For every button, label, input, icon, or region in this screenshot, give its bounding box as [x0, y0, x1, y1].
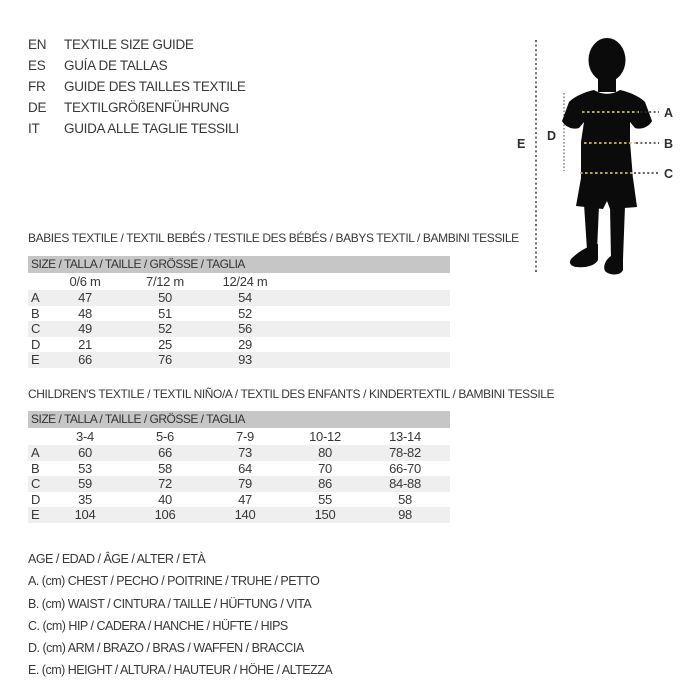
language-code: FR [28, 79, 46, 94]
label-height-e: E [517, 137, 526, 151]
language-row-es [28, 55, 246, 76]
cell: 104 [74, 507, 96, 523]
guide-title-de: TEXTILGRÖßENFÜHRUNG [64, 100, 230, 115]
cell: 84-88 [389, 476, 421, 492]
table-row-children-a [28, 445, 450, 461]
label-chest-a: A [664, 106, 674, 120]
cell: 79 [238, 476, 252, 492]
label-waist-b: B [664, 137, 674, 151]
row-label: B [31, 305, 40, 321]
cell: 52 [158, 321, 172, 337]
cell: 70 [318, 460, 332, 476]
cell: 55 [318, 491, 332, 507]
table-row-children-b [28, 461, 450, 477]
silhouette-left-leg [584, 204, 599, 251]
row-label: C [31, 321, 41, 337]
language-row-en [28, 34, 246, 55]
cell: 78-82 [389, 445, 421, 460]
silhouette-shirt [562, 90, 652, 179]
table-row-babies-d [28, 337, 450, 353]
cell: 76 [158, 352, 172, 368]
legend-waist-line: B. (cm) WAIST / CINTURA / TAILLE / HÜFTUNG / VITA [28, 596, 312, 611]
table-row-children-e [28, 507, 450, 523]
babies-col-7-12m: 7/12 m [146, 274, 184, 289]
row-label: C [31, 476, 41, 492]
cell: 54 [238, 290, 252, 305]
cell: 66 [158, 445, 172, 460]
cell: 86 [318, 476, 332, 492]
table-row-children-d [28, 492, 450, 508]
guide-title-it: GUIDA ALLE TAGLIE TESSILI [64, 121, 239, 136]
cell: 48 [78, 305, 92, 321]
guide-title-es: GUÍA DE TALLAS [64, 58, 168, 73]
row-label: D [31, 336, 41, 352]
child-silhouette [562, 38, 652, 274]
language-row-de [28, 97, 246, 118]
measurement-legend [28, 548, 332, 682]
silhouette-neck [598, 75, 616, 92]
cell: 52 [238, 305, 252, 321]
language-code: DE [28, 100, 47, 115]
cell: 53 [78, 460, 92, 476]
row-label: E [31, 352, 40, 368]
cell: 47 [78, 290, 92, 305]
language-row-it [28, 118, 246, 139]
cell: 29 [238, 336, 252, 352]
spacer [28, 274, 45, 290]
spacer [28, 429, 45, 445]
table-row-babies-e [28, 352, 450, 368]
legend-height-line: E. (cm) HEIGHT / ALTURA / HAUTEUR / HÖHE / ALTEZZA [28, 663, 333, 678]
cell: 60 [78, 445, 92, 460]
children-size-header-bar: SIZE / TALLA / TAILLE / GRÖSSE / TAGLIA [28, 411, 450, 428]
measurement-figure [510, 30, 690, 286]
children-col-5-6: 5-6 [156, 429, 174, 444]
children-col-13-14: 13-14 [389, 429, 421, 444]
babies-column-header-row [28, 274, 450, 290]
silhouette-right-leg [610, 206, 625, 259]
children-section-title: CHILDREN'S TEXTILE / TEXTIL NIÑO/A / TEXTIL DES ENFANTS / KINDERTEXTIL / BAMBINI TESSILE [28, 387, 555, 401]
cell: 72 [158, 476, 172, 492]
babies-col-0-6m: 0/6 m [69, 274, 101, 289]
table-row-babies-b [28, 306, 450, 322]
label-hip-c: C [664, 167, 674, 181]
cell: 25 [158, 336, 172, 352]
cell: 59 [78, 476, 92, 492]
children-col-10-12: 10-12 [309, 429, 341, 444]
cell: 140 [234, 507, 256, 523]
language-row-fr [28, 76, 246, 97]
cell: 58 [158, 460, 172, 476]
language-code: EN [28, 37, 47, 52]
language-title-list [28, 34, 246, 139]
cell: 80 [318, 445, 332, 460]
cell: 40 [158, 491, 172, 507]
children-column-header-row [28, 429, 450, 445]
label-arm-d: D [547, 129, 557, 143]
cell: 66 [78, 352, 92, 368]
cell: 47 [238, 491, 252, 507]
guide-title-en: TEXTILE SIZE GUIDE [64, 37, 194, 52]
cell: 21 [78, 336, 92, 352]
cell: 106 [154, 507, 176, 523]
cell: 150 [314, 507, 336, 523]
cell: 93 [238, 352, 252, 368]
language-code: ES [28, 58, 46, 73]
row-label: A [31, 290, 40, 305]
cell: 66-70 [389, 460, 421, 476]
row-label: D [31, 491, 41, 507]
cell: 98 [398, 507, 412, 523]
table-row-children-c [28, 476, 450, 492]
children-col-3-4: 3-4 [76, 429, 94, 444]
legend-hip-line: C. (cm) HIP / CADERA / HANCHE / HÜFTE / HIPS [28, 618, 288, 633]
legend-age-line: AGE / EDAD / ÂGE / ALTER / ETÀ [28, 552, 206, 566]
row-label: B [31, 460, 40, 476]
cell: 56 [238, 321, 252, 337]
babies-col-12-24m: 12/24 m [222, 274, 268, 289]
children-col-7-9: 7-9 [236, 429, 254, 444]
table-row-babies-a [28, 290, 450, 306]
babies-size-header-bar: SIZE / TALLA / TAILLE / GRÖSSE / TAGLIA [28, 256, 450, 273]
row-label: E [31, 507, 40, 523]
legend-chest-line: A. (cm) CHEST / PECHO / POITRINE / TRUHE / PETTO [28, 574, 320, 589]
cell: 73 [238, 445, 252, 460]
silhouette-right-shoe [604, 256, 623, 274]
table-row-babies-c [28, 321, 450, 337]
silhouette-left-shoe [570, 244, 598, 267]
language-code: IT [28, 121, 40, 136]
guide-title-fr: GUIDE DES TAILLES TEXTILE [64, 79, 246, 94]
row-label: A [31, 445, 40, 460]
cell: 58 [398, 491, 412, 507]
babies-section-title: BABIES TEXTILE / TEXTIL BEBÉS / TESTILE DES BÉBÉS / BABYS TEXTIL / BAMBINI TESSILE [28, 231, 519, 245]
cell: 64 [238, 460, 252, 476]
cell: 51 [158, 305, 172, 321]
cell: 49 [78, 321, 92, 337]
legend-arm-line: D. (cm) ARM / BRAZO / BRAS / WAFFEN / BRACCIA [28, 641, 304, 656]
cell: 50 [158, 290, 172, 305]
child-silhouette-diagram [510, 30, 690, 286]
cell: 35 [78, 491, 92, 507]
